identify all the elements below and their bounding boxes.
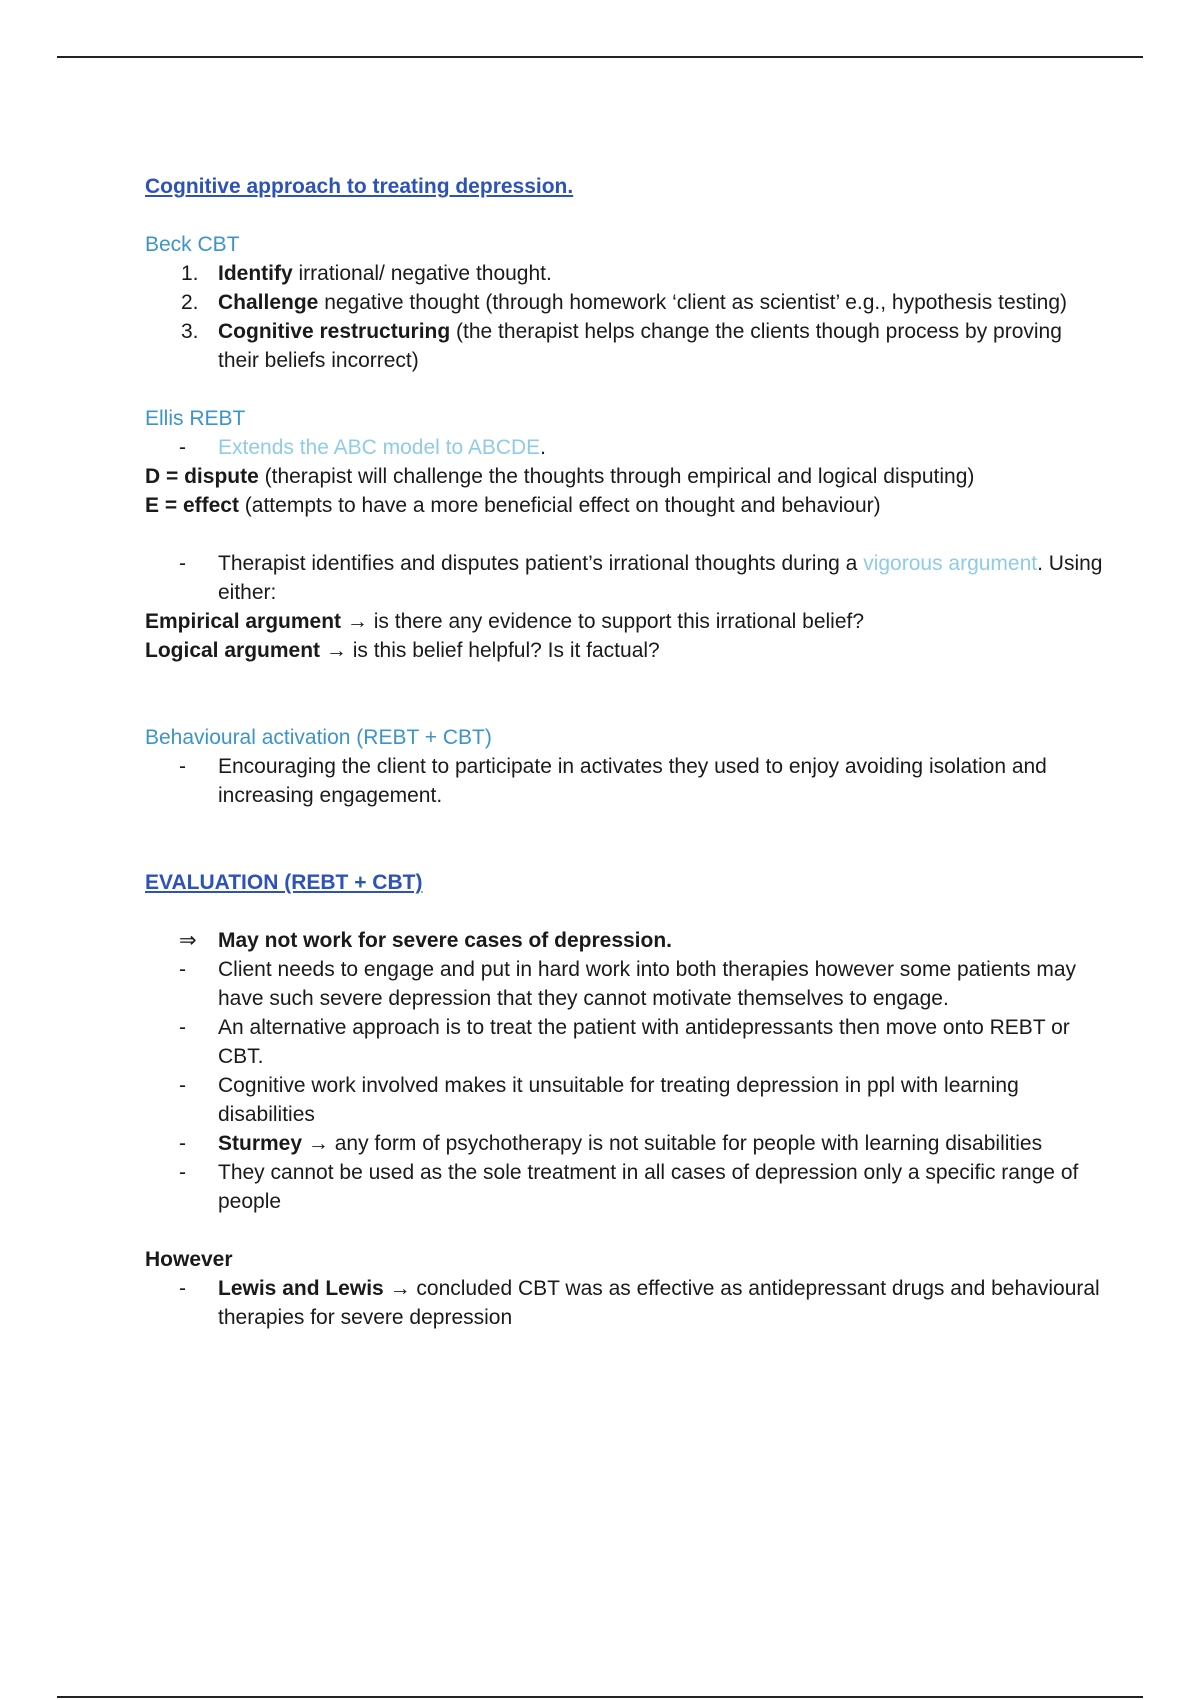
arrow-icon: → [325, 639, 347, 662]
evaluation-bullet-1 [145, 955, 1105, 1013]
arrow-icon: → [346, 610, 368, 633]
beck-item-2-bold: Challenge [218, 291, 319, 314]
sturmey-label: Sturmey [218, 1132, 303, 1155]
evaluation-heading: EVALUATION (REBT + CBT) [145, 871, 423, 894]
e-effect-text: (attempts to have a more beneficial effect on thought and behaviour) [238, 494, 881, 517]
implies-icon: ⇒ [179, 929, 197, 952]
using-either-text: . Using either: [218, 552, 1103, 604]
dash-bullet: - [179, 1161, 186, 1184]
logical-label: Logical argument [145, 639, 321, 662]
page-title: Cognitive approach to treating depression. [145, 175, 574, 198]
d-dispute-text: (therapist will challenge the thoughts through empirical and logical disputing) [258, 465, 975, 488]
evaluation-bullet-3-text: Cognitive work involved makes it unsuitable for treating depression in ppl with learning disabilities [218, 1074, 1019, 1126]
period: . [540, 436, 547, 459]
evaluation-point-text: May not work for severe cases of depression. [218, 929, 673, 952]
dash-bullet: - [179, 436, 186, 459]
dash-bullet: - [179, 958, 186, 981]
arrow-icon: → [389, 1277, 411, 1300]
evaluation-bullet-5 [145, 1158, 1105, 1216]
arrow-icon: → [307, 1132, 329, 1155]
logical-line [145, 636, 1105, 665]
dash-bullet: - [179, 1277, 186, 1300]
lewis-label: Lewis and Lewis [218, 1277, 384, 1300]
however-bullet [145, 1274, 1105, 1332]
beck-item-1-text: irrational/ negative thought. [292, 262, 552, 285]
dash-bullet: - [179, 1074, 186, 1097]
however-heading [145, 1245, 1105, 1274]
beck-item-3-text: (the therapist helps change the clients though process by proving their beliefs incorrect) [218, 320, 1062, 372]
ellis-heading: Ellis REBT [145, 407, 246, 430]
therapist-text: Therapist identifies and disputes patient’s irrational thoughts during a [218, 552, 864, 575]
evaluation-point [145, 926, 1105, 955]
evaluation-bullet-1-text: Client needs to engage and put in hard work into both therapies however some patients may have such severe depression that they cannot motivate themselves to engage. [218, 958, 1077, 1010]
dash-bullet: - [179, 755, 186, 778]
behavioural-bullet [145, 752, 1105, 810]
beck-item-2 [145, 288, 1105, 317]
ellis-bullet-1 [145, 433, 1105, 462]
beck-heading: Beck CBT [145, 233, 240, 256]
beck-item-2-text: negative thought (through homework ‘client as scientist’ e.g., hypothesis testing) [318, 291, 1067, 314]
dash-bullet: - [179, 1016, 186, 1039]
empirical-line [145, 607, 1105, 636]
list-number: 2. [181, 291, 199, 314]
evaluation-bullet-3 [145, 1071, 1105, 1129]
ellis-bullet-2 [145, 549, 1105, 607]
logical-text: is this belief helpful? Is it factual? [346, 639, 660, 662]
d-dispute-label: D = dispute [145, 465, 259, 488]
document-page [145, 172, 1105, 1332]
behavioural-text: Encouraging the client to participate in activates they used to enjoy avoiding isolation and increasing engagement. [218, 755, 1047, 807]
top-rule [57, 56, 1143, 58]
beck-item-1 [145, 259, 1105, 288]
list-number: 3. [181, 320, 199, 343]
dash-bullet: - [179, 1132, 186, 1155]
e-effect-line [145, 491, 1105, 520]
beck-item-3-bold: Cognitive restructuring [218, 320, 451, 343]
however-label: However [145, 1248, 233, 1271]
list-number: 1. [181, 262, 199, 285]
abcde-text: Extends the ABC model to ABCDE [218, 436, 541, 459]
dash-bullet: - [179, 552, 186, 575]
d-dispute-line [145, 462, 1105, 491]
behavioural-heading: Behavioural activation (REBT + CBT) [145, 726, 492, 749]
evaluation-bullet-4 [145, 1129, 1105, 1158]
evaluation-bullet-5-text: They cannot be used as the sole treatment in all cases of depression only a specific range of people [218, 1161, 1079, 1213]
evaluation-bullet-2 [145, 1013, 1105, 1071]
empirical-text: is there any evidence to support this irrational belief? [367, 610, 865, 633]
vigorous-argument-text: vigorous argument [863, 552, 1038, 575]
sturmey-text: any form of psychotherapy is not suitable for people with learning disabilities [328, 1132, 1043, 1155]
e-effect-label: E = effect [145, 494, 239, 517]
bottom-rule [57, 1696, 1143, 1698]
empirical-label: Empirical argument [145, 610, 342, 633]
evaluation-bullet-2-text: An alternative approach is to treat the patient with antidepressants then move onto REBT or CBT. [218, 1016, 1070, 1068]
beck-item-3 [145, 317, 1105, 375]
lewis-text: concluded CBT was as effective as antidepressant drugs and behavioural therapies for severe depression [218, 1277, 1100, 1329]
beck-item-1-bold: Identify [218, 262, 293, 285]
